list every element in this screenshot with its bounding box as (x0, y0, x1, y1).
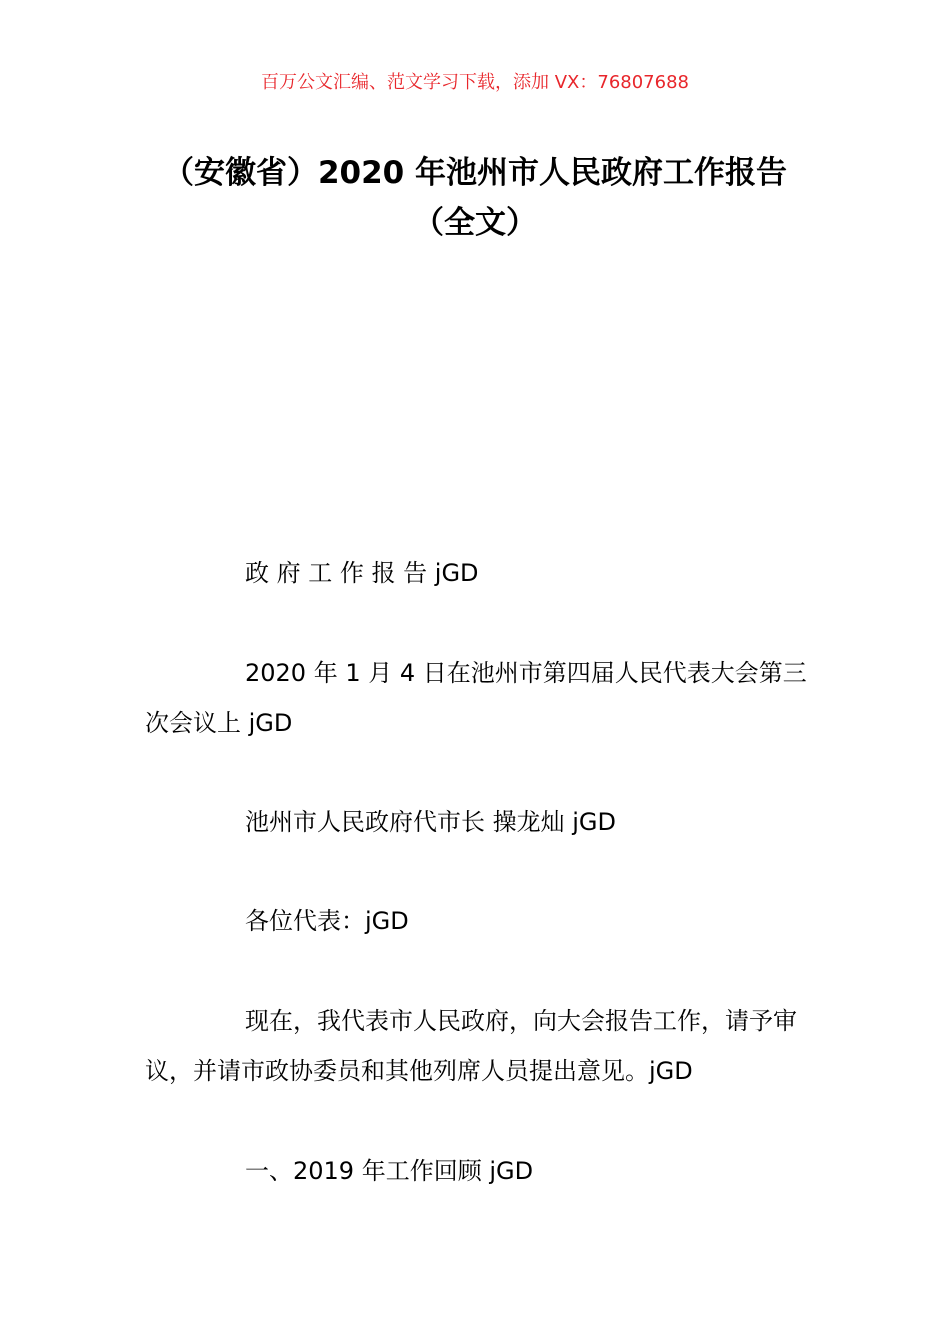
paragraph-salutation: 各位代表：jGD (245, 907, 409, 935)
paragraph-opening: 现在，我代表市人民政府，向大会报告工作，请予审议，并请市政协委员和其他列席人员提出意见。jGD (145, 1007, 797, 1085)
paragraph-speaker: 池州市人民政府代市长 操龙灿 jGD (245, 808, 617, 836)
section-heading-2019-review: 一、2019 年工作回顾 jGD (245, 1157, 534, 1185)
document-title: （安徽省）2020 年池州市人民政府工作报告（全文） (162, 155, 788, 241)
header-ad-text: 百万公文汇编、范文学习下载，添加 VX：76807688 (261, 72, 689, 93)
paragraph-report-heading: 政 府 工 作 报 告 jGD (245, 559, 479, 587)
paragraph-meeting-date: 2020 年 1 月 4 日在池州市第四届人民代表大会第三次会议上 jGD (145, 659, 807, 737)
